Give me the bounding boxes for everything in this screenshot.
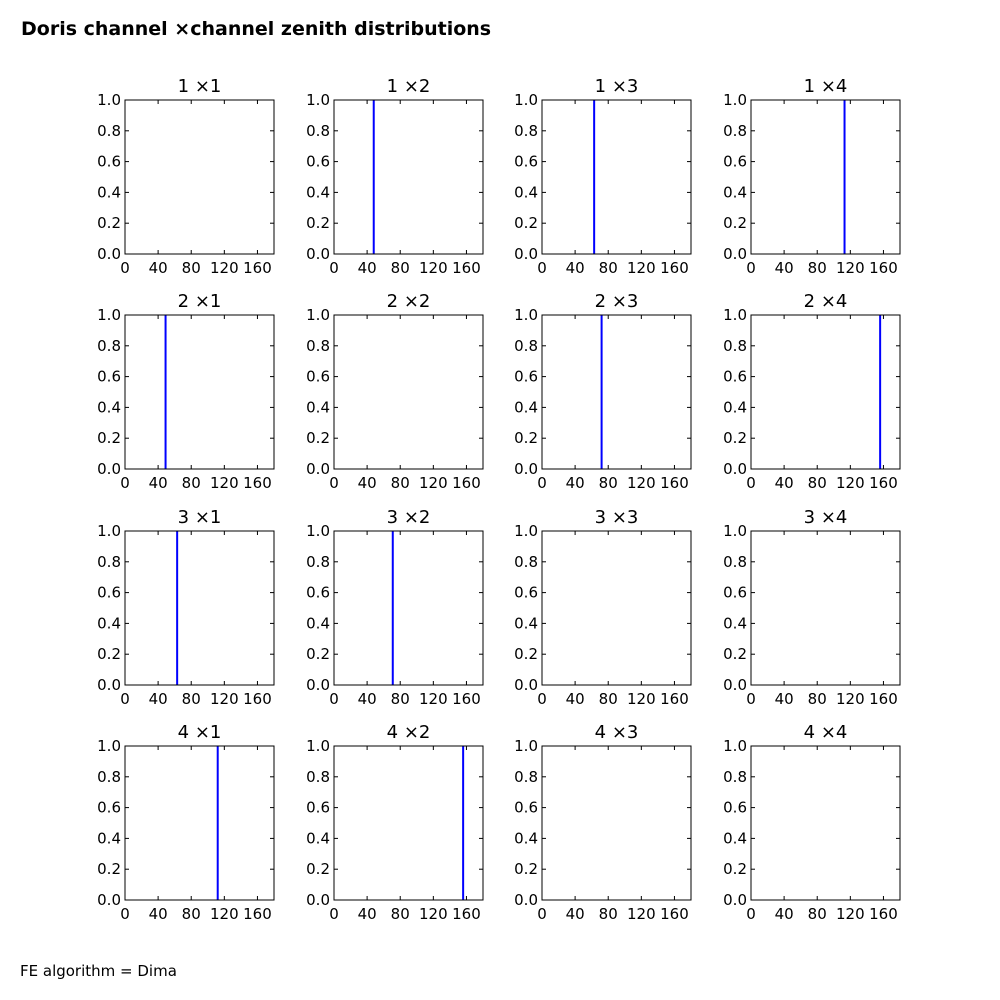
- plot-area: [334, 531, 483, 685]
- y-tick-label: 0.2: [97, 860, 121, 879]
- y-tick-label: 0.6: [306, 367, 330, 386]
- y-tick-label: 1.0: [723, 306, 747, 324]
- x-tick-label: 80: [181, 259, 201, 277]
- subplot-title: 4 ×3: [594, 722, 639, 743]
- x-tick-label: 160: [452, 690, 481, 708]
- y-tick-label: 0.0: [306, 460, 330, 478]
- subplot-title: 2 ×1: [177, 291, 222, 312]
- y-tick-label: 0.0: [514, 245, 538, 263]
- y-tick-label: 0.2: [723, 860, 747, 879]
- y-tick-label: 1.0: [97, 522, 121, 540]
- plot-area: [125, 531, 274, 685]
- y-tick-label: 0.4: [306, 614, 330, 633]
- plot-area: [334, 100, 483, 254]
- x-tick-label: 0: [537, 474, 547, 492]
- y-tick-label: 0.2: [306, 429, 330, 448]
- x-tick-label: 120: [836, 474, 865, 492]
- plot-area: [125, 746, 274, 900]
- subplot-title: 4 ×1: [177, 722, 222, 743]
- x-tick-label: 0: [537, 259, 547, 277]
- x-tick-label: 40: [565, 474, 585, 492]
- subplot-3-3: [514, 507, 691, 708]
- y-tick-label: 0.8: [306, 121, 330, 140]
- y-tick-label: 0.0: [514, 460, 538, 478]
- y-tick-label: 0.2: [723, 645, 747, 664]
- x-tick-label: 0: [120, 905, 130, 923]
- subplot-title: 4 ×4: [803, 722, 848, 743]
- subplot-1-3: [514, 76, 691, 277]
- y-tick-label: 0.4: [97, 398, 121, 417]
- subplot-title: 2 ×2: [386, 291, 431, 312]
- x-tick-label: 160: [452, 474, 481, 492]
- y-tick-label: 0.4: [514, 183, 538, 202]
- plot-area: [334, 315, 483, 469]
- y-tick-label: 0.8: [514, 552, 538, 571]
- y-tick-label: 0.8: [514, 121, 538, 140]
- x-tick-label: 40: [357, 259, 377, 277]
- x-tick-label: 40: [357, 690, 377, 708]
- y-tick-label: 0.0: [723, 891, 747, 909]
- y-tick-label: 0.6: [306, 798, 330, 817]
- x-tick-label: 120: [419, 474, 448, 492]
- y-tick-label: 0.6: [514, 583, 538, 602]
- y-tick-label: 1.0: [306, 737, 330, 755]
- x-tick-label: 40: [774, 474, 794, 492]
- subplot-2-2: [306, 291, 483, 492]
- x-tick-label: 80: [181, 905, 201, 923]
- y-tick-label: 1.0: [306, 91, 330, 109]
- plot-area: [751, 315, 900, 469]
- x-tick-label: 160: [869, 474, 898, 492]
- y-tick-label: 0.0: [97, 891, 121, 909]
- x-tick-label: 120: [210, 474, 239, 492]
- x-tick-label: 160: [660, 259, 689, 277]
- x-tick-label: 160: [243, 905, 272, 923]
- x-tick-label: 40: [774, 690, 794, 708]
- y-tick-label: 0.2: [723, 214, 747, 233]
- x-tick-label: 40: [774, 905, 794, 923]
- algorithm-note: FE algorithm = Dima: [20, 962, 177, 980]
- x-tick-label: 120: [210, 905, 239, 923]
- subplot-title: 1 ×4: [803, 76, 848, 97]
- y-tick-label: 0.4: [723, 614, 747, 633]
- y-tick-label: 0.8: [97, 552, 121, 571]
- x-tick-label: 160: [452, 259, 481, 277]
- x-tick-label: 40: [357, 905, 377, 923]
- x-tick-label: 40: [148, 690, 168, 708]
- x-tick-label: 160: [243, 474, 272, 492]
- x-tick-label: 80: [181, 474, 201, 492]
- x-tick-label: 120: [836, 905, 865, 923]
- subplot-title: 3 ×4: [803, 507, 848, 528]
- x-tick-label: 0: [120, 259, 130, 277]
- y-tick-label: 0.6: [514, 152, 538, 171]
- y-tick-label: 1.0: [97, 737, 121, 755]
- y-tick-label: 0.0: [306, 891, 330, 909]
- y-tick-label: 0.2: [514, 214, 538, 233]
- x-tick-label: 160: [243, 259, 272, 277]
- y-tick-label: 0.2: [514, 429, 538, 448]
- y-tick-label: 0.6: [723, 367, 747, 386]
- y-tick-label: 0.0: [97, 676, 121, 694]
- x-tick-label: 160: [452, 905, 481, 923]
- y-tick-label: 0.2: [97, 214, 121, 233]
- y-tick-label: 0.2: [514, 645, 538, 664]
- plot-area: [542, 746, 691, 900]
- plot-area: [751, 531, 900, 685]
- x-tick-label: 120: [627, 259, 656, 277]
- x-tick-label: 80: [807, 474, 827, 492]
- subplot-title: 1 ×2: [386, 76, 431, 97]
- y-tick-label: 1.0: [306, 522, 330, 540]
- x-tick-label: 0: [329, 474, 339, 492]
- x-tick-label: 120: [627, 474, 656, 492]
- y-tick-label: 0.4: [514, 614, 538, 633]
- x-tick-label: 40: [565, 259, 585, 277]
- plot-area: [751, 746, 900, 900]
- y-tick-label: 0.2: [306, 214, 330, 233]
- subplot-title: 2 ×4: [803, 291, 848, 312]
- y-tick-label: 0.8: [97, 767, 121, 786]
- x-tick-label: 80: [390, 474, 410, 492]
- subplot-title: 2 ×3: [594, 291, 639, 312]
- subplot-title: 1 ×1: [177, 76, 222, 97]
- x-tick-label: 0: [537, 905, 547, 923]
- x-tick-label: 80: [598, 259, 618, 277]
- y-tick-label: 1.0: [514, 737, 538, 755]
- y-tick-label: 1.0: [723, 522, 747, 540]
- y-tick-label: 0.0: [723, 460, 747, 478]
- y-tick-label: 0.4: [723, 398, 747, 417]
- y-tick-label: 1.0: [514, 522, 538, 540]
- x-tick-label: 80: [598, 474, 618, 492]
- x-tick-label: 120: [627, 690, 656, 708]
- y-tick-label: 0.0: [514, 676, 538, 694]
- subplot-1-2: [306, 76, 483, 277]
- figure-title: Doris channel ×channel zenith distributions: [21, 18, 492, 40]
- y-tick-label: 0.6: [97, 152, 121, 171]
- subplot-title: 1 ×3: [594, 76, 639, 97]
- x-tick-label: 120: [836, 259, 865, 277]
- x-tick-label: 0: [537, 690, 547, 708]
- x-tick-label: 80: [807, 690, 827, 708]
- y-tick-label: 0.8: [306, 552, 330, 571]
- y-tick-label: 0.2: [306, 645, 330, 664]
- y-tick-label: 0.6: [97, 583, 121, 602]
- plot-area: [125, 315, 274, 469]
- subplot-3-1: [97, 507, 274, 708]
- y-tick-label: 0.8: [723, 336, 747, 355]
- x-tick-label: 80: [390, 690, 410, 708]
- x-tick-label: 0: [120, 690, 130, 708]
- x-tick-label: 160: [869, 905, 898, 923]
- x-tick-label: 0: [120, 474, 130, 492]
- plot-area: [334, 746, 483, 900]
- subplot-title: 4 ×2: [386, 722, 431, 743]
- y-tick-label: 0.8: [306, 767, 330, 786]
- y-tick-label: 0.4: [514, 398, 538, 417]
- subplot-3-2: [306, 507, 483, 708]
- x-tick-label: 120: [419, 905, 448, 923]
- subplot-2-4: [723, 291, 900, 492]
- y-tick-label: 0.6: [723, 583, 747, 602]
- x-tick-label: 160: [660, 905, 689, 923]
- x-tick-label: 40: [148, 905, 168, 923]
- x-tick-label: 40: [148, 474, 168, 492]
- x-tick-label: 120: [836, 690, 865, 708]
- y-tick-label: 0.0: [723, 245, 747, 263]
- y-tick-label: 0.0: [97, 460, 121, 478]
- subplot-2-3: [514, 291, 691, 492]
- subplot-title: 3 ×1: [177, 507, 222, 528]
- subplot-2-1: [97, 291, 274, 492]
- y-tick-label: 0.6: [97, 798, 121, 817]
- y-tick-label: 0.8: [723, 552, 747, 571]
- y-tick-label: 0.4: [97, 183, 121, 202]
- x-tick-label: 0: [329, 905, 339, 923]
- plot-area: [542, 100, 691, 254]
- x-tick-label: 120: [627, 905, 656, 923]
- x-tick-label: 80: [390, 905, 410, 923]
- y-tick-label: 0.2: [723, 429, 747, 448]
- subplot-4-1: [97, 722, 274, 923]
- x-tick-label: 120: [210, 259, 239, 277]
- y-tick-label: 0.6: [514, 798, 538, 817]
- y-tick-label: 0.4: [514, 829, 538, 848]
- x-tick-label: 80: [598, 905, 618, 923]
- x-tick-label: 40: [774, 259, 794, 277]
- x-tick-label: 160: [660, 690, 689, 708]
- plot-area: [751, 100, 900, 254]
- subplot-title: 3 ×2: [386, 507, 431, 528]
- y-tick-label: 0.4: [306, 829, 330, 848]
- x-tick-label: 0: [746, 905, 756, 923]
- y-tick-label: 0.6: [723, 798, 747, 817]
- subplot-1-4: [723, 76, 900, 277]
- y-tick-label: 0.4: [723, 829, 747, 848]
- x-tick-label: 0: [746, 259, 756, 277]
- y-tick-label: 0.6: [306, 583, 330, 602]
- x-tick-label: 80: [390, 259, 410, 277]
- y-tick-label: 0.2: [97, 429, 121, 448]
- y-tick-label: 0.8: [723, 121, 747, 140]
- y-tick-label: 0.0: [514, 891, 538, 909]
- y-tick-label: 0.4: [97, 829, 121, 848]
- y-tick-label: 0.8: [97, 336, 121, 355]
- x-tick-label: 80: [598, 690, 618, 708]
- x-tick-label: 160: [243, 690, 272, 708]
- plot-area: [125, 100, 274, 254]
- x-tick-label: 80: [807, 259, 827, 277]
- x-tick-label: 120: [419, 259, 448, 277]
- x-tick-label: 80: [181, 690, 201, 708]
- y-tick-label: 0.4: [723, 183, 747, 202]
- y-tick-label: 1.0: [723, 91, 747, 109]
- x-tick-label: 80: [807, 905, 827, 923]
- x-tick-label: 0: [329, 259, 339, 277]
- y-tick-label: 0.6: [723, 152, 747, 171]
- subplot-1-1: [97, 76, 274, 277]
- x-tick-label: 0: [746, 474, 756, 492]
- y-tick-label: 0.8: [723, 767, 747, 786]
- x-tick-label: 0: [329, 690, 339, 708]
- y-tick-label: 0.8: [514, 336, 538, 355]
- y-tick-label: 0.8: [97, 121, 121, 140]
- y-tick-label: 1.0: [723, 737, 747, 755]
- x-tick-label: 160: [869, 259, 898, 277]
- x-tick-label: 40: [565, 905, 585, 923]
- y-tick-label: 0.2: [97, 645, 121, 664]
- y-tick-label: 0.6: [514, 367, 538, 386]
- y-tick-label: 1.0: [514, 306, 538, 324]
- subplot-4-3: [514, 722, 691, 923]
- y-tick-label: 0.0: [97, 245, 121, 263]
- x-tick-label: 120: [419, 690, 448, 708]
- x-tick-label: 160: [869, 690, 898, 708]
- subplot-3-4: [723, 507, 900, 708]
- x-tick-label: 160: [660, 474, 689, 492]
- y-tick-label: 1.0: [97, 306, 121, 324]
- y-tick-label: 1.0: [97, 91, 121, 109]
- y-tick-label: 0.8: [514, 767, 538, 786]
- x-tick-label: 40: [565, 690, 585, 708]
- y-tick-label: 0.4: [97, 614, 121, 633]
- y-tick-label: 0.2: [306, 860, 330, 879]
- y-tick-label: 0.6: [306, 152, 330, 171]
- plot-area: [542, 531, 691, 685]
- x-tick-label: 40: [357, 474, 377, 492]
- y-tick-label: 0.0: [306, 245, 330, 263]
- y-tick-label: 0.0: [723, 676, 747, 694]
- y-tick-label: 0.4: [306, 398, 330, 417]
- y-tick-label: 0.2: [514, 860, 538, 879]
- x-tick-label: 120: [210, 690, 239, 708]
- x-tick-label: 40: [148, 259, 168, 277]
- y-tick-label: 1.0: [514, 91, 538, 109]
- y-tick-label: 0.6: [97, 367, 121, 386]
- plot-area: [542, 315, 691, 469]
- y-tick-label: 0.4: [306, 183, 330, 202]
- y-tick-label: 1.0: [306, 306, 330, 324]
- subplot-title: 3 ×3: [594, 507, 639, 528]
- subplot-4-2: [306, 722, 483, 923]
- y-tick-label: 0.0: [306, 676, 330, 694]
- x-tick-label: 0: [746, 690, 756, 708]
- subplot-4-4: [723, 722, 900, 923]
- y-tick-label: 0.8: [306, 336, 330, 355]
